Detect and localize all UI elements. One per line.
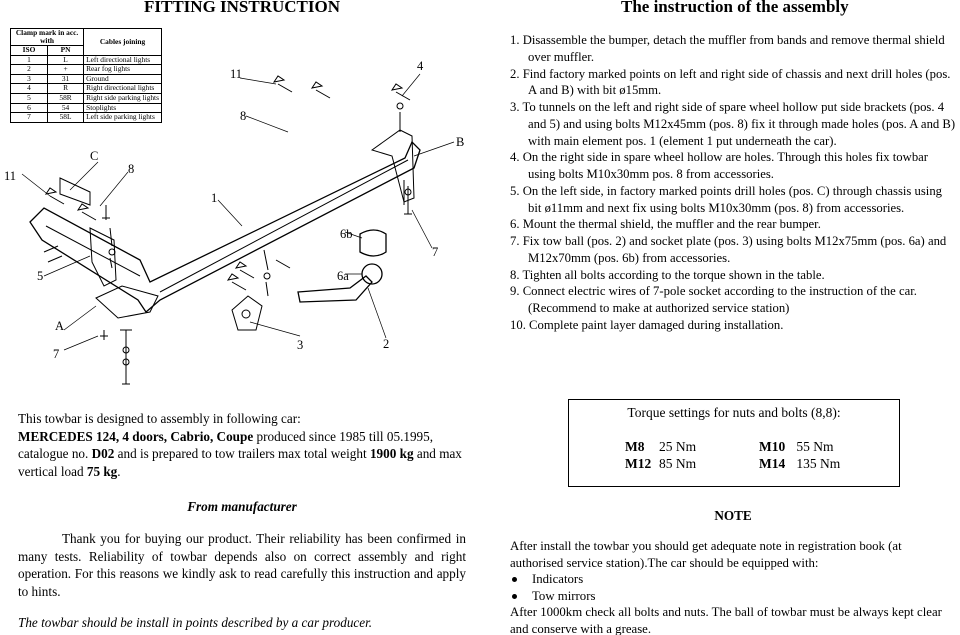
car-info: This towbar is designed to assembly in following car: MERCEDES 124, 4 doors, Cabrio, Coupe produced since 1985 till 05.1995, catalogue no. D02 and is prepared to tow trailers max total weight 1900 kg and max vertical load 75 kg. (18, 411, 462, 479)
list-item: 7. Fix tow ball (pos. 2) and socket plate (pos. 3) using bolts M12x75mm (pos. 6a) and M12x70mm (pos. 6b) from accessories. (510, 234, 947, 265)
bullet-icon (512, 577, 517, 582)
part-label-7: 7 (432, 245, 439, 259)
torque-row: M12 85 Nm M14 135 Nm (625, 456, 841, 471)
part-label-11: 11 (230, 67, 243, 81)
pn-header: PN (47, 46, 83, 56)
list-item: 2. Find factory marked points on left and right side of chassis and next drill holes (pos. A and B) with bit ø15mm. (510, 66, 951, 98)
part-label-8: 8 (128, 162, 135, 176)
list-item: 6. Mount the thermal shield, the muffler and the rear bumper. (510, 217, 821, 232)
assembly-steps (510, 32, 956, 334)
part-label-3: 3 (297, 338, 304, 352)
clamp-mark-header: Clamp mark in acc. with (11, 29, 84, 46)
list-item: 3. To tunnels on the left and right side of spare wheel hollow put side brackets (pos. 4 and 5) and using bolts M12x45mm (pos. 8) fix it through made holes (pos. A and B) with main element pos. 1 (element 1 put underneath the car). (510, 100, 956, 148)
bullet-icon (512, 594, 517, 599)
manufacturer-footer: The towbar should be install in points described by a car producer. (18, 615, 373, 630)
list-item: Indicators (510, 571, 958, 588)
hole-label-b: B (456, 135, 465, 149)
list-item: 1. Disassemble the bumper, detach the muffler from bands and remove thermal shield over muffler. (510, 33, 945, 64)
table-row: 1 L Left directional lights (11, 55, 162, 65)
part-label-1: 1 (211, 191, 218, 205)
car-model: MERCEDES 124, 4 doors, Cabrio, Coupe (18, 428, 254, 444)
hole-label-a: A (55, 319, 65, 333)
note-footer: After 1000km check all bolts and nuts. The ball of towbar must be always kept clear and conserve with a grease. (510, 605, 942, 635)
torque-heading: Torque settings for nuts and bolts (8,8): (627, 405, 841, 420)
part-label-11: 11 (4, 169, 17, 183)
from-manufacturer-heading: From manufacturer (187, 499, 297, 514)
table-row: 2 + Rear fog lights (11, 65, 162, 75)
list-item: 8. Tighten all bolts according to the torque shown in the table. (510, 267, 825, 282)
part-label-8: 8 (240, 109, 247, 123)
part-label-4: 4 (417, 59, 424, 73)
hole-label-c: C (90, 149, 99, 163)
part-label-5: 5 (37, 269, 44, 283)
table-row: 4 R Right directional lights (11, 84, 162, 94)
list-item: 4. On the right side in spare wheel hollow are holes. Through this holes fix towbar using bolts M10x30mm pos. 8 from accessories. (510, 150, 929, 181)
assembly-title: The instruction of the assembly (621, 0, 849, 16)
list-item: 5. On the left side, in factory marked points drill holes (pos. C) through chassis using bit ø11mm and next fix using bolts M10x30mm (pos. 8) from accessories. (510, 183, 943, 215)
list-item: 9. Connect electric wires of 7-pole socket according to the instruction of the car. (Recommend to make at authorized service station) (510, 284, 917, 315)
part-label-7: 7 (53, 347, 60, 361)
table-row: 7 58L Left side parking lights (11, 113, 162, 123)
vertical-load: 75 kg (86, 463, 118, 479)
torque-settings-box (568, 399, 900, 487)
cables-header: Cables joining (84, 29, 162, 56)
part-label-2: 2 (383, 337, 390, 351)
part-label-6a: 6a (337, 269, 349, 283)
fitting-title: FITTING INSTRUCTION (144, 0, 341, 16)
note-body (510, 538, 958, 635)
list-item: 10. Complete paint layer damaged during installation. (510, 317, 784, 332)
manufacturer-text: Thank you for buying our product. Their reliability has been confirmed in many tests. Reliability of towbar depends also on correct assembly and right operation. For this reasons we kindly ask to read carefully this instruction and apply to hints. (18, 531, 466, 599)
catalogue-number: D02 (91, 446, 115, 461)
table-row: 6 54 Stoplights (11, 103, 162, 113)
list-item: Tow mirrors (510, 588, 958, 605)
torque-row: M8 25 Nm M10 55 Nm (625, 439, 834, 454)
table-row: 5 58R Right side parking lights (11, 93, 162, 103)
max-weight: 1900 kg (369, 446, 414, 461)
part-label-6b: 6b (340, 227, 353, 241)
note-heading: NOTE (714, 508, 752, 523)
iso-header: ISO (11, 46, 48, 56)
note-intro: After install the towbar you should get adequate note in registration book (at authorised service station).The car should be equipped with: (510, 539, 902, 570)
table-row: 3 31 Ground (11, 74, 162, 84)
equipment-list (510, 571, 958, 604)
towbar-exploded-diagram (0, 0, 505, 395)
